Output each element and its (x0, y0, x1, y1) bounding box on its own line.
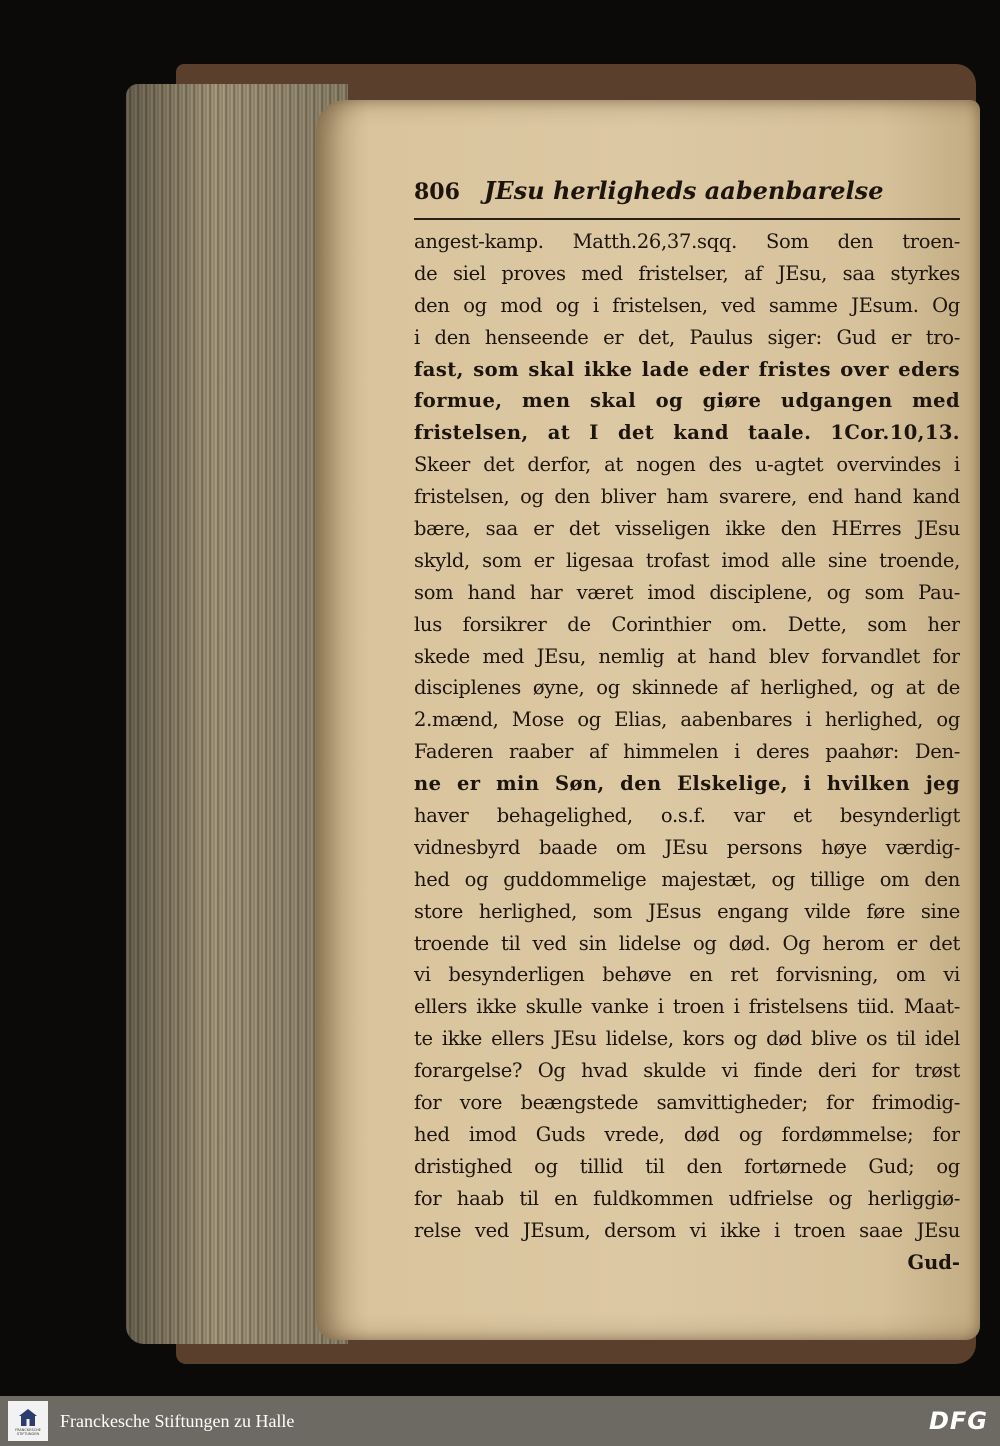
institution-name: Franckesche Stiftungen zu Halle (60, 1410, 295, 1431)
text-line: store herlighed, som JEsus engang vilde føre sine (414, 899, 960, 923)
page-content (414, 176, 960, 1279)
text-line: vi besynderligen behøve en ret forvisning, om vi (414, 963, 960, 987)
page-number: 806 (414, 179, 460, 205)
text-line: relse ved JEsum, dersom vi ikke i troen saae JEsu (414, 1218, 960, 1242)
running-head: JEsu herligheds aabenbarelse (484, 176, 884, 205)
text-line: lus forsikrer de Corinthier om. Dette, som her (414, 612, 960, 636)
text-line: haver behagelighed, o.s.f. var et besynderligt (414, 804, 960, 828)
text-line: som hand har været imod disciplene, og som Pau- (414, 580, 960, 604)
text-line: disciplenes øyne, og skinnede af herlighed, og at de (414, 676, 960, 700)
text-line: skyld, som er ligesaa trofast imod alle sine troende, (414, 548, 960, 572)
text-line: hed og guddommelige majestæt, og tillige om den (414, 867, 960, 891)
text-line: for haab til en fuldkommen udfrielse og herliggiø- (414, 1186, 960, 1210)
text-line: ellers ikke skulle vanke i troen i fristelsens tiid. Maat- (414, 995, 960, 1019)
text-line: Faderen raaber af himmelen i deres paahør: Den- (414, 740, 960, 764)
text-line: fristelsen, og den bliver ham svarere, end hand kand (414, 485, 960, 509)
text-line: troende til ved sin lidelse og død. Og herom er det (414, 931, 960, 955)
page-header (414, 176, 960, 220)
text-line: angest-kamp. Matth.26,37.sqq. Som den troen- (414, 230, 960, 253)
text-line: bære, saa er det visseligen ikke den HErres JEsu (414, 517, 960, 541)
dfg-logo: DFG (928, 1407, 988, 1435)
page-text (414, 226, 960, 1279)
institution-logo (8, 1401, 48, 1441)
text-line: Skeer det derfor, at nogen des u-agtet overvindes i (414, 453, 960, 477)
book-page (316, 100, 980, 1340)
text-line: dristighed og tillid til den fortørnede Gud; og (414, 1154, 960, 1178)
orphanage-icon (17, 1406, 39, 1428)
footer-bar (0, 1396, 1000, 1446)
text-line: forargelse? Og hvad skulde vi finde deri for trøst (414, 1059, 960, 1083)
text-line: den og mod og i fristelsen, ved samme JEsum. Og (414, 293, 960, 317)
text-line: te ikke ellers JEsu lidelse, kors og død blive os til idel (414, 1027, 960, 1051)
text-line: hed imod Guds vrede, død og fordømmelse; for (414, 1122, 960, 1146)
text-line: 2.mænd, Mose og Elias, aabenbares i herlighed, og (414, 708, 960, 732)
text-line: i den henseende er det, Paulus siger: Gud er tro- (414, 325, 960, 349)
text-line: ne er min Søn, den Elskelige, i hvilken jeg (414, 772, 960, 796)
text-line: vidnesbyrd baade om JEsu persons høye værdig- (414, 835, 960, 859)
text-line: for vore beængstede samvittigheder; for frimodig- (414, 1091, 960, 1115)
text-line: de siel proves med fristelser, af JEsu, saa styrkes (414, 261, 960, 285)
text-line: fristelsen, at I det kand taale. 1Cor.10,13. (414, 421, 960, 445)
page-edges (126, 84, 348, 1344)
text-line: skede med JEsu, nemlig at hand blev forvandlet for (414, 644, 960, 668)
logo-text: FRANCKESCHE STIFTUNGEN (15, 1428, 41, 1436)
catchword: Gud- (907, 1250, 960, 1274)
text-line: formue, men skal og giøre udgangen med (414, 389, 960, 413)
text-line: fast, som skal ikke lade eder fristes over eders (414, 357, 960, 381)
